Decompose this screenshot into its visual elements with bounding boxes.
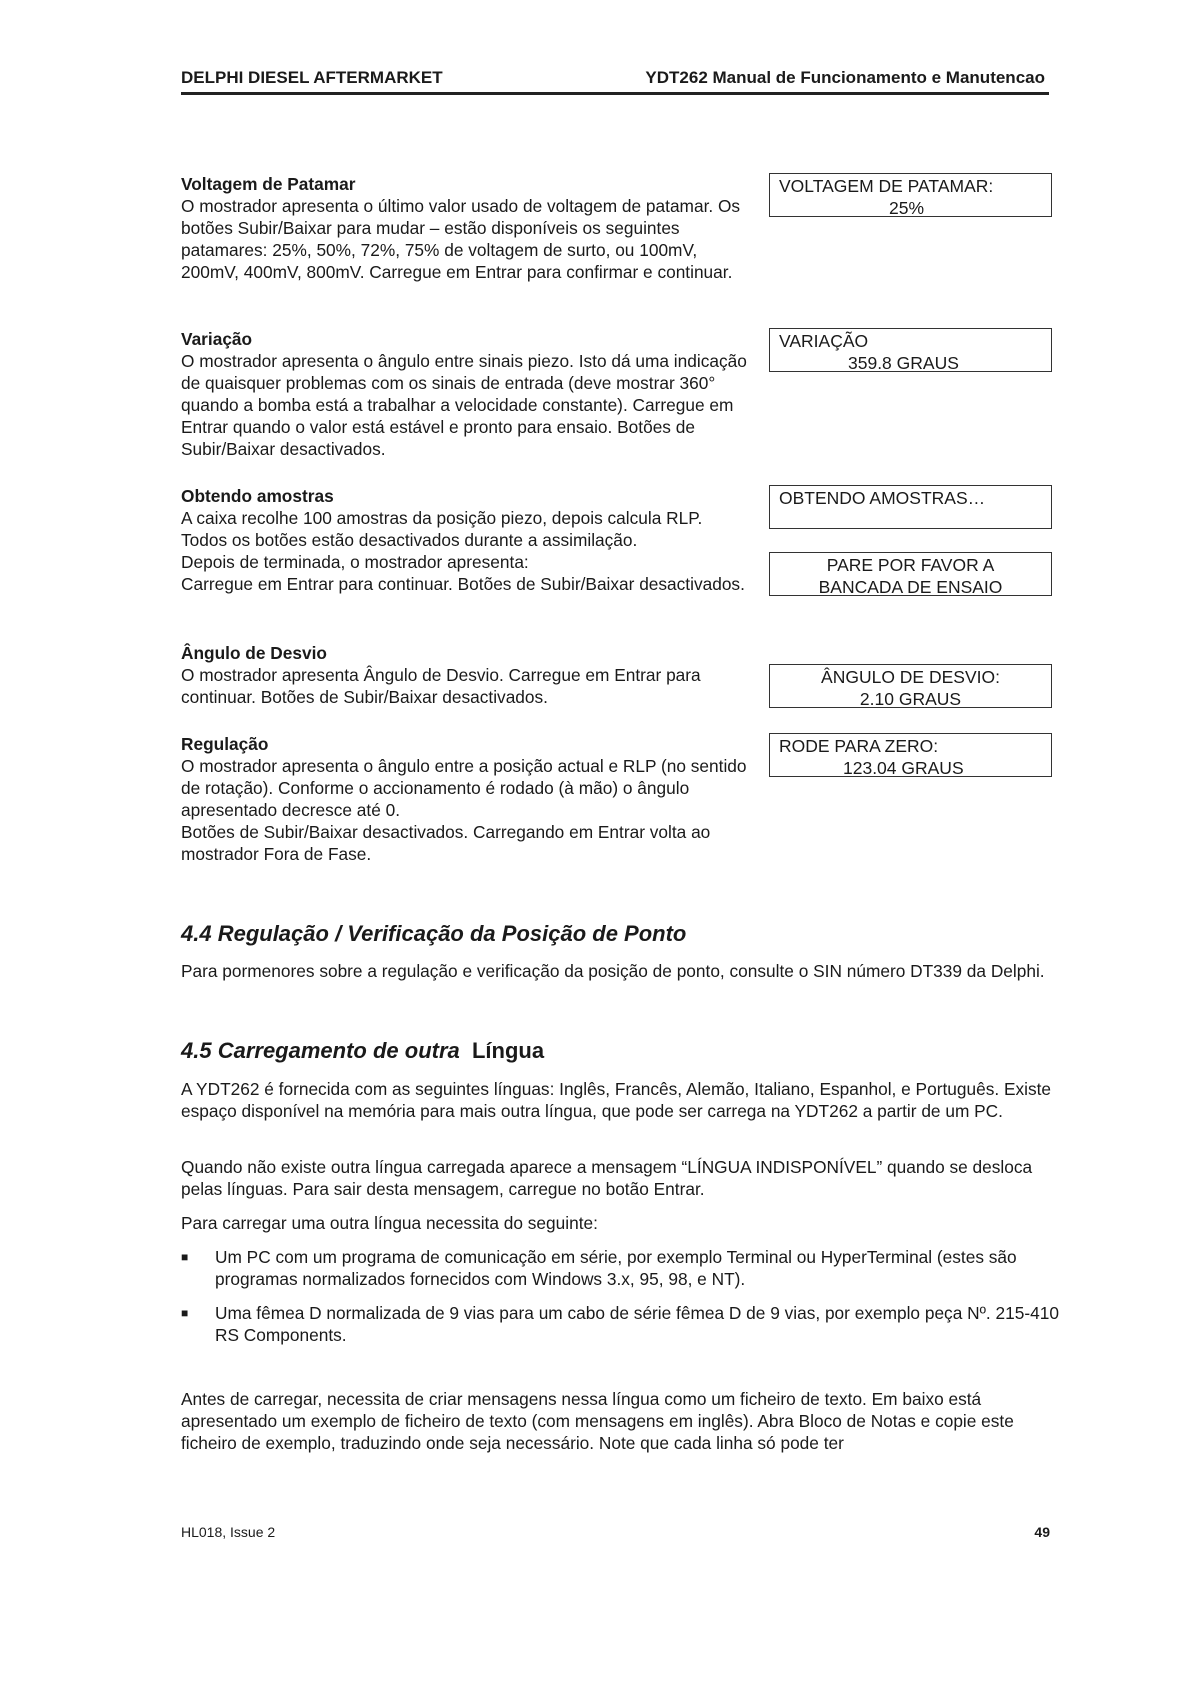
section-body-1: A caixa recolhe 100 amostras da posição piezo, depois calcula RLP. Todos os botões estão desactivados durante a assimilação. — [181, 508, 703, 550]
header-company: DELPHI DIESEL AFTERMARKET — [181, 68, 443, 87]
section-body: O mostrador apresenta o ângulo entre sinais piezo. Isto dá uma indicação de quaisquer problemas com os sinais de entrada (deve mostrar 360° quando a bomba está a trabalhar a velocidade constante). Carregue em Entrar quando o valor está estável e pronto para ensaio. Botões de Subir/Baixar desactivados. — [181, 351, 747, 459]
display-line1: ÂNGULO DE DESVIO: — [821, 667, 1000, 687]
section-4-5-paragraph-1: A YDT262 é fornecida com as seguintes línguas: Inglês, Francês, Alemão, Italiano, Espanhol, e Português. Existe espaço disponível na memória para mais outra língua, que pode ser carrega na YDT262 a partir de um PC. — [181, 1079, 1052, 1121]
display-line2: BANCADA DE ENSAIO — [818, 577, 1003, 597]
list-item-text: Um PC com um programa de comunicação em série, por exemplo Terminal ou HyperTerminal (estes são programas normalizados fornecidos com Windows 3.x, 95, 98, e NT). — [215, 1247, 1017, 1289]
section-angulo-desvio — [181, 642, 751, 708]
section-body-2: Depois de terminada, o mostrador apresenta: — [181, 552, 529, 572]
section-title: Voltagem de Patamar — [181, 174, 356, 194]
heading-4-5 — [181, 1038, 544, 1064]
display-obtendo-amostras — [769, 485, 1052, 529]
heading-4-4: 4.4 Regulação / Verificação da Posição de Ponto — [181, 921, 687, 946]
section-title: Ângulo de Desvio — [181, 643, 327, 663]
display-variacao — [769, 328, 1052, 372]
display-line1: VOLTAGEM DE PATAMAR: — [779, 176, 994, 196]
section-body: O mostrador apresenta o último valor usado de voltagem de patamar. Os botões Subir/Baixar para mudar – estão disponíveis os seguintes patamares: 25%, 50%, 72%, 75% de voltagem de surto, ou 100mV, 200mV, 400mV, 800mV. Carregue em Entrar para confirmar e continuar. — [181, 196, 741, 282]
page-header — [181, 66, 1049, 95]
bullet-icon: ■ — [181, 1306, 189, 1320]
section-title: Obtendo amostras — [181, 486, 334, 506]
section-voltagem-patamar — [181, 173, 751, 283]
display-line2: 25% — [889, 198, 925, 218]
section-body: O mostrador apresenta Ângulo de Desvio. Carregue em Entrar para continuar. Botões de Subir/Baixar desactivados. — [181, 665, 701, 707]
display-line1: PARE POR FAVOR A — [826, 555, 995, 575]
display-line1: VARIAÇÃO — [779, 331, 869, 351]
section-4-4-body: Para pormenores sobre a regulação e verificação da posição de ponto, consulte o SIN número DT339 da Delphi. — [181, 961, 1045, 981]
display-rode-zero — [769, 733, 1052, 777]
section-obtendo-amostras — [181, 485, 751, 595]
section-4-5-paragraph-2: Quando não existe outra língua carregada aparece a mensagem “LÍNGUA INDISPONÍVEL” quando se desloca pelas línguas. Para sair desta mensagem, carregue no botão Entrar. — [181, 1157, 1033, 1199]
header-manual-title: YDT262 Manual de Funcionamento e Manutencao — [645, 68, 1045, 87]
display-line2: 359.8 GRAUS — [848, 353, 959, 373]
section-4-5-paragraph-3: Para carregar uma outra língua necessita do seguinte: — [181, 1213, 598, 1233]
section-variacao — [181, 328, 751, 460]
heading-4-5-italic: 4.5 Carregamento de outra — [181, 1038, 460, 1063]
section-body-3: Carregue em Entrar para continuar. Botões de Subir/Baixar desactivados. — [181, 574, 745, 594]
display-line2: 2.10 GRAUS — [859, 689, 962, 709]
section-4-5-paragraph-4: Antes de carregar, necessita de criar mensagens nessa língua como um ficheiro de texto. Em baixo está apresentado um exemplo de ficheiro de texto (com mensagens em inglês). Abra Bloco de Notas e copie este ficheiro de exemplo, traduzindo onde seja necessário. Note que cada linha só pode ter — [181, 1389, 1014, 1453]
display-line1: RODE PARA ZERO: — [779, 736, 939, 756]
display-angulo-desvio — [769, 664, 1052, 708]
list-item-text: Uma fêmea D normalizada de 9 vias para um cabo de série fêmea D de 9 vias, por exemplo peça Nº. 215-410 RS Components. — [215, 1303, 1059, 1345]
display-line1: OBTENDO AMOSTRAS… — [779, 488, 986, 508]
bullet-icon: ■ — [181, 1250, 189, 1264]
section-title: Regulação — [181, 734, 269, 754]
display-line2: 123.04 GRAUS — [843, 758, 964, 778]
section-body-2: Botões de Subir/Baixar desactivados. Carregando em Entrar volta ao mostrador Fora de Fase. — [181, 822, 711, 864]
page-number: 49 — [1034, 1524, 1050, 1540]
display-pare-bancada — [769, 552, 1052, 596]
heading-4-5-normal: Língua — [471, 1038, 545, 1063]
section-title: Variação — [181, 329, 253, 349]
section-regulacao — [181, 733, 751, 865]
footer-issue: HL018, Issue 2 — [181, 1524, 276, 1540]
section-body-1: O mostrador apresenta o ângulo entre a posição actual e RLP (no sentido de rotação). Conforme o accionamento é rodado (à mão) o ângulo apresentado decresce até 0. — [181, 756, 747, 820]
display-voltagem-patamar — [769, 173, 1052, 217]
